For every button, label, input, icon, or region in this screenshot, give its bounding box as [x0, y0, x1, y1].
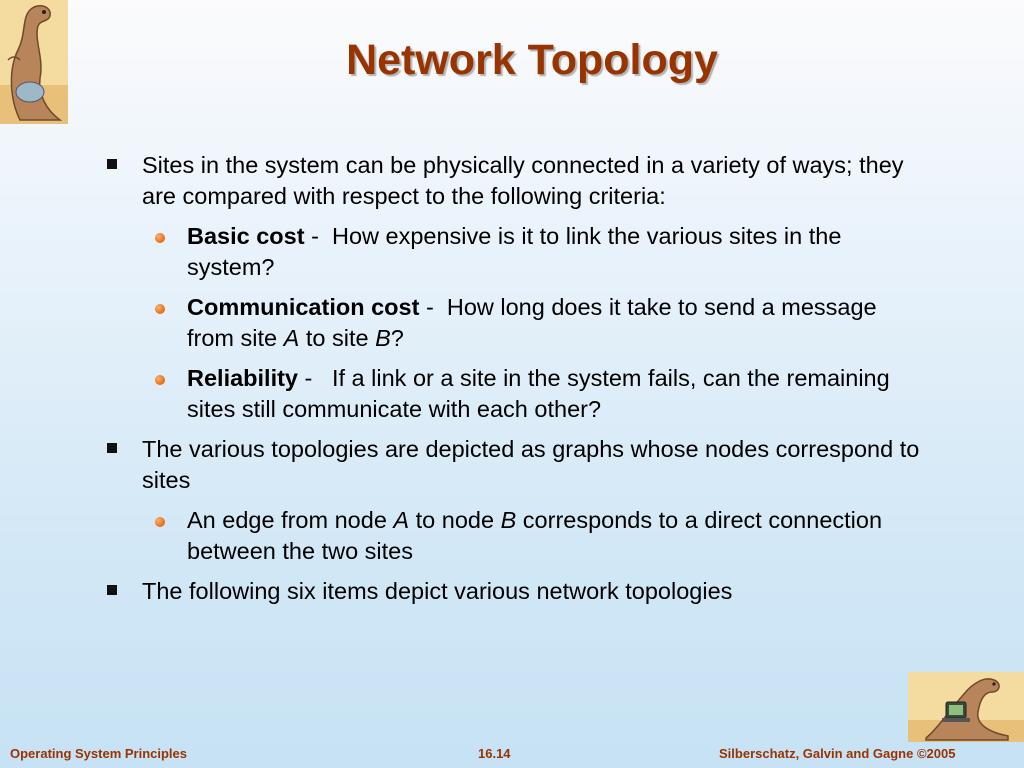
round-bullet-icon	[155, 375, 165, 385]
bullet-item	[100, 576, 930, 607]
sub-bullet-item	[100, 363, 930, 425]
bullet-text: The following six items depict various network topologies	[142, 578, 733, 604]
bullet-item	[100, 150, 930, 212]
bullet-separator: -	[298, 365, 332, 391]
node-a-label: A	[393, 507, 410, 533]
sub-bullet-item	[100, 221, 930, 283]
node-b-label: B	[500, 507, 517, 533]
footer-course: Operating System Principles	[10, 746, 188, 761]
footer-page-number: 16.14	[478, 746, 511, 761]
bullet-text: How long does it take to send a message from site	[187, 294, 877, 351]
square-bullet-icon	[107, 159, 117, 169]
dinosaur-computer-icon	[908, 672, 1024, 742]
slide-title: Network Topology	[346, 36, 718, 84]
sub-bullet-item	[100, 505, 930, 567]
bullet-text: corresponds to a direct connection between the two sites	[187, 507, 883, 564]
bullet-term: Basic cost	[187, 223, 305, 249]
bullet-text: to site	[299, 325, 376, 351]
square-bullet-icon	[107, 585, 117, 595]
bullet-separator: -	[419, 294, 447, 320]
round-bullet-icon	[155, 517, 165, 527]
bullet-text: How expensive is it to link the various sites in the system?	[187, 223, 842, 280]
round-bullet-icon	[155, 304, 165, 314]
bullet-text: Sites in the system can be physically connected in a variety of ways; they are compared with respect to the following criteria:	[142, 152, 904, 209]
bullet-text: ?	[390, 325, 404, 351]
footer-copyright: Silberschatz, Galvin and Gagne ©2005	[719, 746, 956, 761]
bullet-text: An edge from node	[187, 507, 394, 533]
square-bullet-icon	[107, 443, 117, 453]
bullet-term: Communication cost	[187, 294, 420, 320]
bullet-text: to node	[409, 507, 501, 533]
bullet-term: Reliability	[187, 365, 299, 391]
bullet-text: The various topologies are depicted as graphs whose nodes correspond to sites	[142, 436, 920, 493]
site-a-label: A	[283, 325, 300, 351]
bullet-separator: -	[304, 223, 332, 249]
round-bullet-icon	[155, 233, 165, 243]
sub-bullet-item	[100, 292, 930, 354]
slide-body	[100, 150, 930, 616]
bullet-item	[100, 434, 930, 496]
bullet-text: If a link or a site in the system fails, can the remaining sites still communicate with each other?	[187, 365, 890, 422]
site-b-label: B	[375, 325, 391, 351]
